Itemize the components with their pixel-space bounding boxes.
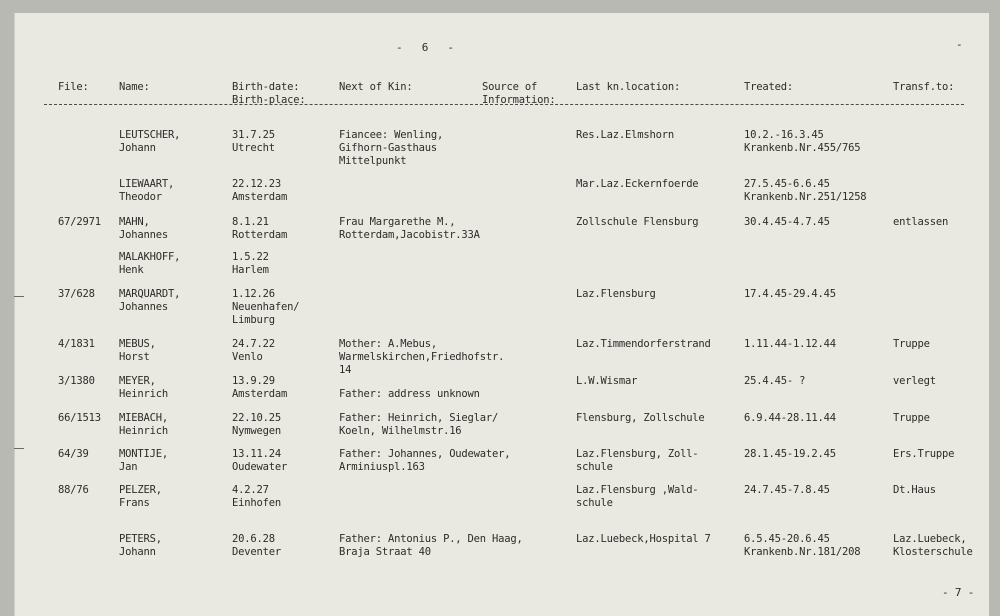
header-file: File: bbox=[58, 81, 89, 93]
file-number: 3/1380 bbox=[58, 375, 95, 387]
birth-info: 31.7.25 Utrecht bbox=[232, 129, 275, 154]
transferred-to: Truppe bbox=[893, 412, 930, 424]
transferred-to: entlassen bbox=[893, 216, 949, 228]
person-name: LIEWAART, Theodor bbox=[119, 178, 175, 203]
treated-dates: 25.4.45- ? bbox=[744, 375, 806, 387]
file-number: 66/1513 bbox=[58, 412, 101, 424]
birth-info: 4.2.27 Einhofen bbox=[232, 484, 281, 509]
person-name: MIEBACH, Heinrich bbox=[119, 412, 168, 437]
header-rule bbox=[44, 104, 964, 105]
last-location: Laz.Timmendorferstrand bbox=[576, 338, 711, 350]
birth-info: 22.10.25 Nymwegen bbox=[232, 412, 281, 437]
person-name: MEBUS, Horst bbox=[119, 338, 156, 363]
transferred-to: Ers.Truppe bbox=[893, 448, 955, 460]
person-name: MONTIJE, Jan bbox=[119, 448, 168, 473]
treated-dates: 30.4.45-4.7.45 bbox=[744, 216, 830, 228]
header-transf: Transf.to: bbox=[893, 81, 955, 93]
last-location: Laz.Flensburg ,Wald- schule bbox=[576, 484, 699, 509]
header-name: Name: bbox=[119, 81, 150, 93]
transferred-to: verlegt bbox=[893, 375, 936, 387]
last-location: Laz.Luebeck,Hospital 7 bbox=[576, 533, 711, 545]
last-location: Laz.Flensburg bbox=[576, 288, 656, 300]
birth-info: 13.9.29 Amsterdam bbox=[232, 375, 288, 400]
next-of-kin: Frau Margarethe M., Rotterdam,Jacobistr.33A bbox=[339, 216, 480, 241]
transferred-to: Dt.Haus bbox=[893, 484, 936, 496]
treated-dates: 1.11.44-1.12.44 bbox=[744, 338, 836, 350]
page-number: - 6 - bbox=[396, 41, 454, 54]
treated-dates: 28.1.45-19.2.45 bbox=[744, 448, 836, 460]
edge-mark bbox=[14, 296, 24, 297]
person-name: MEYER, Heinrich bbox=[119, 375, 168, 400]
birth-info: 13.11.24 Oudewater bbox=[232, 448, 288, 473]
birth-info: 1.5.22 Harlem bbox=[232, 251, 269, 276]
last-location: L.W.Wismar bbox=[576, 375, 638, 387]
header-source: Source of Information: bbox=[482, 81, 556, 106]
file-number: 37/628 bbox=[58, 288, 95, 300]
treated-dates: 17.4.45-29.4.45 bbox=[744, 288, 836, 300]
transferred-to: Laz.Luebeck, Klosterschule bbox=[893, 533, 973, 558]
next-of-kin: Fiancee: Wenling, Gifhorn-Gasthaus Mittelpunkt bbox=[339, 129, 444, 167]
file-number: 88/76 bbox=[58, 484, 89, 496]
next-of-kin: Father: Antonius P., Den Haag, Braja Straat 40 bbox=[339, 533, 523, 558]
file-number: 64/39 bbox=[58, 448, 89, 460]
header-next-of-kin: Next of Kin: bbox=[339, 81, 413, 93]
file-number: 67/2971 bbox=[58, 216, 101, 228]
next-of-kin: Father: Johannes, Oudewater, Arminiuspl.163 bbox=[339, 448, 511, 473]
last-location: Flensburg, Zollschule bbox=[576, 412, 705, 424]
last-location: Laz.Flensburg, Zoll- schule bbox=[576, 448, 699, 473]
last-location: Res.Laz.Elmshorn bbox=[576, 129, 674, 141]
treated-dates: 6.5.45-20.6.45 Krankenb.Nr.181/208 bbox=[744, 533, 861, 558]
treated-dates: 10.2.-16.3.45 Krankenb.Nr.455/765 bbox=[744, 129, 861, 154]
header-location: Last kn.location: bbox=[576, 81, 681, 93]
header-birth: Birth-date: Birth-place: bbox=[232, 81, 306, 106]
birth-info: 20.6.28 Deventer bbox=[232, 533, 281, 558]
birth-info: 24.7.22 Venlo bbox=[232, 338, 275, 363]
header-treated: Treated: bbox=[744, 81, 793, 93]
next-of-kin: Father: Heinrich, Sieglar/ Koeln, Wilhelmstr.16 bbox=[339, 412, 499, 437]
person-name: LEUTSCHER, Johann bbox=[119, 129, 181, 154]
next-page-marker: - 7 - bbox=[942, 586, 975, 599]
birth-info: 22.12.23 Amsterdam bbox=[232, 178, 288, 203]
treated-dates: 27.5.45-6.6.45 Krankenb.Nr.251/1258 bbox=[744, 178, 867, 203]
person-name: MARQUARDT, Johannes bbox=[119, 288, 181, 313]
birth-info: 1.12.26 Neuenhafen/ Limburg bbox=[232, 288, 300, 326]
file-number: 4/1831 bbox=[58, 338, 95, 350]
person-name: MAHN, Johannes bbox=[119, 216, 168, 241]
next-of-kin: Father: address unknown bbox=[339, 388, 480, 400]
edge-mark bbox=[14, 448, 24, 449]
transferred-to: Truppe bbox=[893, 338, 930, 350]
corner-mark: - bbox=[956, 38, 963, 51]
birth-info: 8.1.21 Rotterdam bbox=[232, 216, 288, 241]
person-name: PETERS, Johann bbox=[119, 533, 162, 558]
treated-dates: 6.9.44-28.11.44 bbox=[744, 412, 836, 424]
last-location: Mar.Laz.Eckernfoerde bbox=[576, 178, 699, 190]
treated-dates: 24.7.45-7.8.45 bbox=[744, 484, 830, 496]
last-location: Zollschule Flensburg bbox=[576, 216, 699, 228]
person-name: PELZER, Frans bbox=[119, 484, 162, 509]
next-of-kin: Mother: A.Mebus, Warmelskirchen,Friedhofstr. 14 bbox=[339, 338, 505, 376]
person-name: MALAKHOFF, Henk bbox=[119, 251, 181, 276]
